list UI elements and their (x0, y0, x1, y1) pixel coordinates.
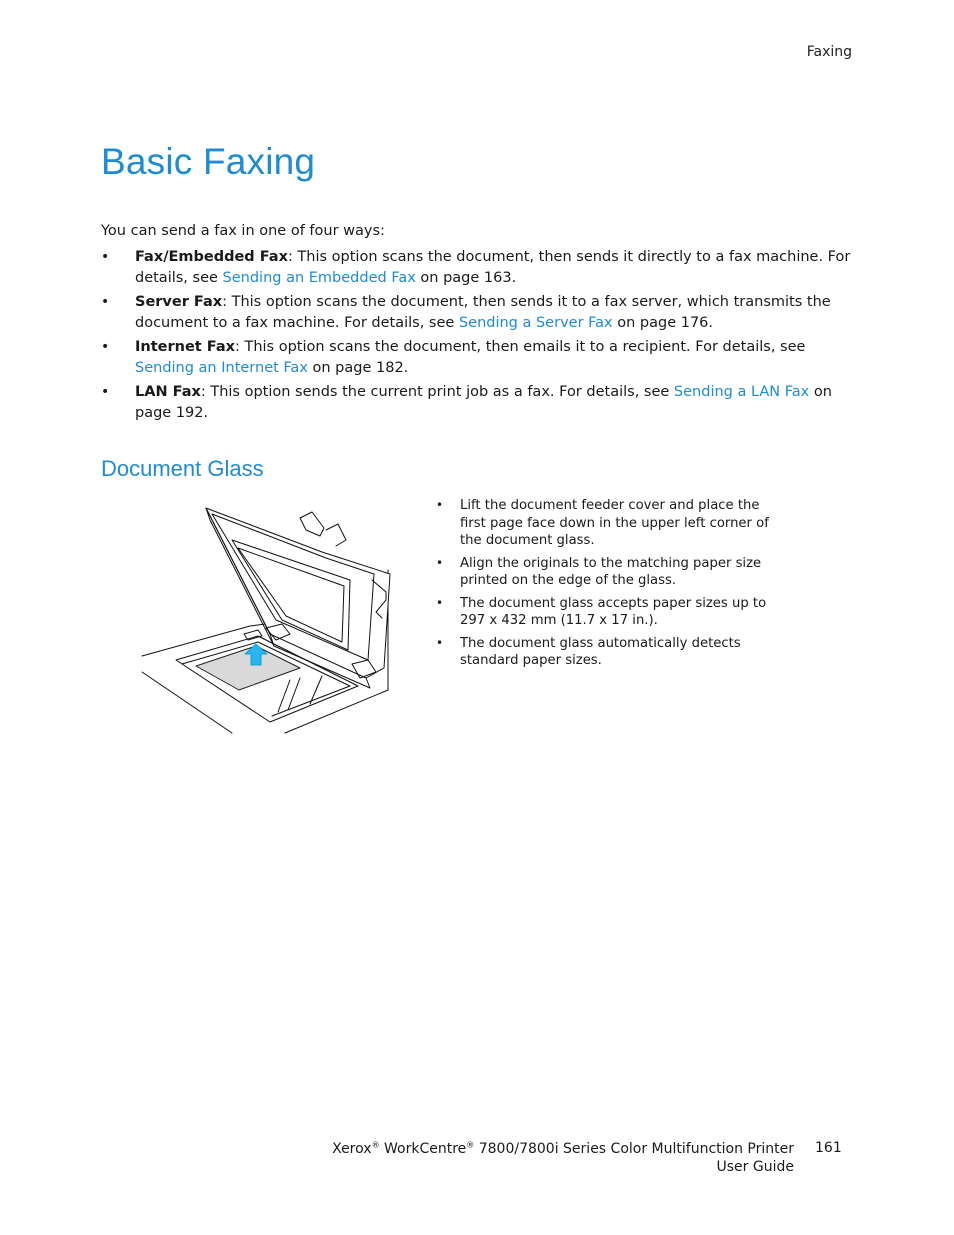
description: : This option sends the current print job as a fax. For details, see (200, 384, 674, 400)
footer-product: WorkCentre (384, 1141, 467, 1157)
list-item-text: Lift the document feeder cover and place the first page face down in the upper left corner of the document glass. (460, 498, 769, 548)
footer-product-line (332, 1140, 794, 1158)
footer-model: 7800/7800i Series Color Multifunction Printer (478, 1141, 794, 1157)
description: : This option scans the document, then sends it to a fax server, which transmits the document to a fax machine. For details, see (135, 294, 831, 331)
bullet: • (101, 384, 110, 400)
page-ref: on page 182. (307, 359, 409, 376)
fax-methods-list (101, 247, 851, 427)
page-number: 161 (815, 1140, 842, 1156)
page-ref: on page 163. (415, 269, 517, 286)
bullet: • (101, 339, 110, 355)
footer-doc-title: User Guide (716, 1159, 794, 1175)
bullet: • (101, 294, 110, 310)
bullet: • (436, 635, 444, 650)
list-item (436, 555, 776, 590)
list-item-text: The document glass automatically detects standard paper sizes. (460, 635, 741, 668)
registered-mark: ® (466, 1140, 475, 1150)
bullet: • (436, 595, 444, 610)
link-sending-server-fax[interactable]: Sending a Server Fax (458, 314, 613, 331)
bullet: • (101, 249, 110, 265)
list-item-lan-fax (101, 382, 851, 423)
list-item (436, 595, 776, 630)
description: : This option scans the document, then sends it directly to a fax machine. For details, see (135, 249, 851, 286)
document-glass-list (436, 497, 776, 675)
term: Fax/Embedded Fax (135, 249, 288, 265)
link-sending-lan-fax[interactable]: Sending a LAN Fax (673, 384, 810, 400)
term: Internet Fax (135, 339, 235, 355)
list-item-server-fax (101, 292, 851, 333)
document-glass-illustration (140, 500, 392, 738)
description: : This option scans the document, then emails it to a recipient. For details, see (234, 339, 806, 355)
list-item-text: The document glass accepts paper sizes up to 297 x 432 mm (11.7 x 17 in.). (460, 595, 767, 628)
list-item-text: Align the originals to the matching paper size printed on the edge of the glass. (460, 555, 762, 588)
footer-brand: Xerox (332, 1141, 372, 1157)
page-title: Basic Faxing (101, 141, 316, 182)
list-item (436, 635, 776, 670)
list-item (436, 497, 776, 550)
bullet: • (436, 498, 444, 512)
list-item-internet-fax (101, 337, 851, 378)
section-title-document-glass: Document Glass (101, 456, 264, 481)
page-ref: on page 192. (135, 384, 832, 421)
term: LAN Fax (135, 384, 201, 400)
page-ref: on page 176. (612, 314, 714, 331)
page-footer (332, 1140, 794, 1176)
registered-mark: ® (371, 1140, 380, 1150)
link-sending-internet-fax[interactable]: Sending an Internet Fax (135, 359, 308, 376)
term: Server Fax (135, 294, 223, 310)
intro-text: You can send a fax in one of four ways: (101, 223, 385, 239)
list-item-embedded-fax (101, 247, 851, 288)
link-sending-embedded-fax[interactable]: Sending an Embedded Fax (222, 269, 416, 286)
bullet: • (436, 555, 444, 570)
page-header-section: Faxing (806, 44, 852, 60)
